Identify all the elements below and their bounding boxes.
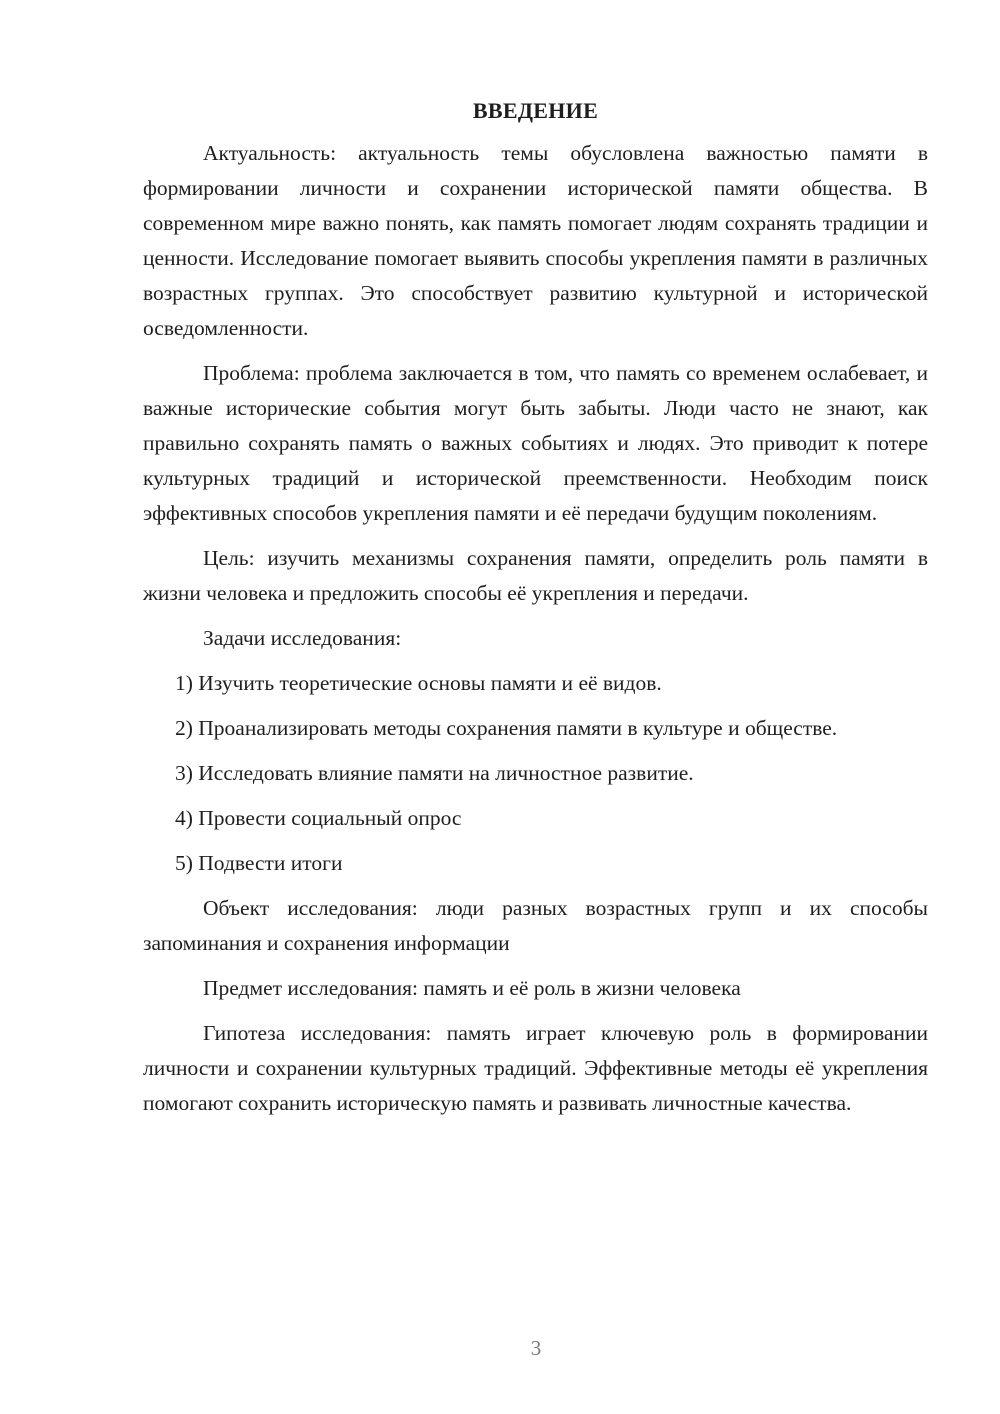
list-item: 2) Проанализировать методы сохранения памяти в культуре и обществе. <box>175 716 838 740</box>
paragraph-subject: Предмет исследования: память и её роль в жизни человека <box>203 976 741 1000</box>
paragraph-goal: Цель: изучить механизмы сохранения памяти, определить роль памяти в жизни человека и предложить способы её укрепления и передачи. <box>143 546 928 605</box>
paragraph-relevance: Актуальность: актуальность темы обусловлена важностью памяти в формировании личности и сохранении исторической памяти общества. В современном мире важно понять, как память помогает людям сохранять традиции и ценности. Исследование помогает выявить способы укрепления памяти в различных возрастных группах. Это способствует развитию культурной и исторической осведомленности. <box>143 141 928 340</box>
list-item: 4) Провести социальный опрос <box>175 806 462 830</box>
paragraph-object: Объект исследования: люди разных возрастных групп и их способы запоминания и сохранения информации <box>143 896 928 955</box>
tasks-heading: Задачи исследования: <box>203 626 402 650</box>
paragraph-problem: Проблема: проблема заключается в том, что память со временем ослабевает, и важные исторические события могут быть забыты. Люди часто не знают, как правильно сохранять память о важных событиях и людях. Это приводит к потере культурных традиций и исторической преемственности. Необходим поиск эффективных способов укрепления памяти и её передачи будущим поколениям. <box>143 361 928 525</box>
page-title: ВВЕДЕНИЕ <box>472 98 599 123</box>
paragraph-hypothesis: Гипотеза исследования: память играет ключевую роль в формировании личности и сохранении культурных традиций. Эффективные методы её укрепления помогают сохранить историческую память и развивать личностные качества. <box>143 1021 928 1115</box>
document-body <box>143 96 928 1131</box>
list-item: 1) Изучить теоретические основы памяти и её видов. <box>175 671 662 695</box>
tasks-list <box>143 666 928 881</box>
list-item: 5) Подвести итоги <box>175 851 343 875</box>
list-item: 3) Исследовать влияние памяти на личностное развитие. <box>175 761 694 785</box>
page-number: 3 <box>530 1336 542 1360</box>
